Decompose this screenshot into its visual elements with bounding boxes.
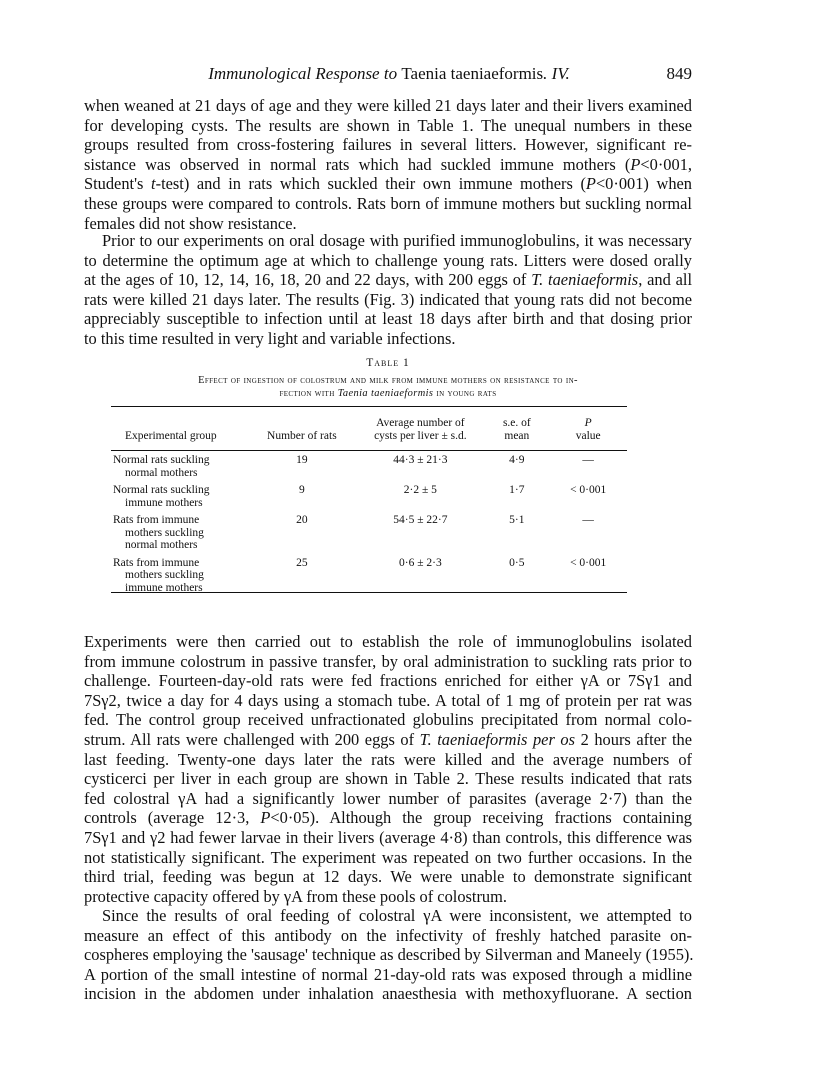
paragraph-1: when weaned at 21 days of age and they were killed 21 days later and their livers examined for developing cysts. The results are shown in Table 1. The unequal numbers in these groups resulted from cross-fostering failures in several litters. However, significant re- sistance was observed in normal rats which had suckled immune mothers (P<0·001, Student's t-test) and in rats which suckled their own immune mothers (P<0·001) when these groups were compared to controls. Rats born of immune mothers but suckling normal females did not show resistance.: [84, 96, 692, 233]
table-title: Effect of ingestion of colostrum and milk from immune mothers on resistance to in- fection with Taenia taeniaeformis in young rats: [198, 375, 578, 399]
col-header-average: Average number of cysts per liver ± s.d.: [374, 417, 467, 442]
cell-group: Normal rats suckling normal mothers: [113, 454, 210, 479]
cell-p: —: [582, 514, 594, 526]
data-table: [111, 412, 627, 599]
running-title: Immunological Response to Taenia taeniaeformis. IV.: [208, 64, 570, 83]
cell-se: 0·5: [509, 556, 525, 569]
cell-se: 1·7: [509, 484, 525, 496]
cell-group: Rats from immune mothers suckling normal mothers: [113, 514, 204, 551]
table-row: [111, 447, 627, 484]
table-top-rule: [111, 406, 627, 407]
col-header-p: P value: [575, 417, 601, 442]
cell-number: 20: [296, 514, 308, 526]
paragraph-3: Experiments were then carried out to establish the role of immunoglobulins isolated from immune colostrum in passive transfer, by oral administration to suckling rats prior to challenge. Fourteen-day-old rats were fed fractions enriched for either γA or 7Sγ1 and 7Sγ2, twice a day for 4 days using a stomach tube. A total of 1 mg of protein per rat was fed. The control group received unfractionated globulins precipitated from normal colo- strum. All rats were challenged with 200 eggs of T. taeniaeformis per os 2 hours after the last feeding. Twenty-one days later the rats were killed and the average numbers of cysticerci per liver in each group are shown in Table 2. These results indicated that rats fed colostral γA had a significantly lower number of parasites (average 2·7) than the controls (average 12·3, P<0·05). Although the group receiving fractions containing 7Sγ1 and γ2 had fewer larvae in their livers (average 4·8) than controls, this difference was not statistically significant. The experiment was repeated on two further occasions. In the third trial, feeding was begun at 12 days. We were unable to demonstrate significant protective capacity offered by γA from these pools of colostrum.: [84, 632, 693, 906]
cell-se: 4·9: [509, 454, 525, 466]
cell-number: 25: [296, 556, 308, 569]
cell-p: < 0·001: [570, 484, 607, 496]
cell-average: 44·3 ± 21·3: [393, 454, 448, 466]
cell-average: 2·2 ± 5: [403, 484, 437, 496]
page-number: 849: [666, 64, 692, 83]
table-row: [111, 557, 627, 600]
table-row: [111, 514, 627, 557]
cell-number: 9: [298, 484, 305, 496]
paragraph-2: Prior to our experiments on oral dosage with purified immunoglobulins, it was necessary to determine the optimum age at which to challenge young rats. Litters were dosed orally at the ages of 10, 12, 14, 16, 18, 20 and 22 days, with 200 eggs of T. taeniaeformis, and all rats were killed 21 days later. The results (Fig. 3) indicated that young rats did not become appreciably susceptible to infection until at least 18 days after birth and that dosing prior to this time resulted in very light and variable infections.: [84, 231, 692, 348]
cell-average: 54·5 ± 22·7: [393, 514, 448, 526]
cell-group: Rats from immune mothers suckling immune mothers: [113, 556, 204, 594]
cell-p: —: [582, 454, 594, 466]
col-header-group: Experimental group: [125, 429, 217, 442]
cell-average: 0·6 ± 2·3: [398, 556, 442, 569]
running-header: [86, 64, 692, 88]
cell-p: < 0·001: [570, 556, 607, 569]
paragraph-4: Since the results of oral feeding of colostral γA were inconsistent, we attempted to measure an effect of this antibody on the infectivity of freshly hatched parasite on- cospheres employing the 'sausage' technique as described by Silverman and Maneely (1955). A portion of the small intestine of normal 21-day-old rats was exposed through a midline incision in the abdomen under inhalation anaesthesia with methoxyfluorane. A section: [84, 906, 694, 1004]
table-row: [111, 484, 627, 514]
table-header-row: [111, 412, 627, 447]
cell-number: 19: [296, 454, 308, 466]
col-header-number: Number of rats: [267, 429, 337, 442]
cell-group: Normal rats suckling immune mothers: [113, 484, 210, 509]
col-header-se: s.e. of mean: [502, 417, 531, 442]
table-label: Table 1: [366, 357, 410, 369]
cell-se: 5·1: [509, 514, 525, 526]
